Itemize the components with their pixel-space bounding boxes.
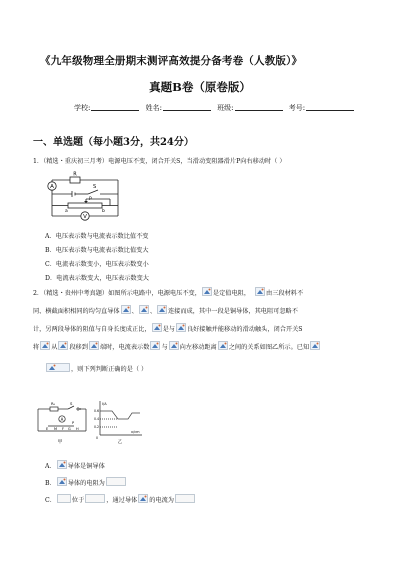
- section-heading: 一、单选题（每小题3分，共24分）: [33, 137, 194, 148]
- school-label: 学校:: [74, 104, 91, 112]
- formula-image-icon: [157, 305, 167, 314]
- formula-image-icon: [202, 287, 212, 296]
- question-2-line-4: 将 从 段移到 端时，电流表示数 与 向左移动距离 之间的关系如图乙所示。已知: [33, 341, 321, 356]
- formula-image-icon: [218, 341, 228, 350]
- slider-label: P: [89, 197, 92, 202]
- question-2-line-1: 2．（精选・贵州中考真题）如图所示电路中，电源电压不变， 是定值电阻， 由三段材料不: [33, 287, 303, 302]
- question-2-option-a[interactable]: A． 导体是铜导体: [45, 460, 105, 470]
- tick-0-4: 0.4: [94, 417, 100, 421]
- name-blank: [163, 110, 211, 111]
- class-blank: [235, 110, 283, 111]
- p-label: P: [72, 421, 75, 425]
- question-1-stem: 1．（精选・重庆初三月考）电源电压不变，闭合开关S，当滑动变阻器滑片P向右移动时（ ）: [33, 158, 286, 165]
- origin-label: 0: [96, 436, 99, 440]
- h-label: H: [76, 427, 79, 431]
- f-label: F: [62, 427, 65, 431]
- school-blank: [91, 110, 139, 111]
- formula-image-icon: [310, 341, 320, 350]
- question-2-line-2: 同、横截面积相同的均匀直导体 、 、 连接而成，其中一段是铜导体，其电阻可忽略不: [33, 305, 298, 320]
- ammeter-label-2: A: [60, 417, 64, 422]
- question-1-option-b[interactable]: B．电压表示数与电流表示数比值变大: [45, 247, 149, 254]
- formula-image-icon: [152, 323, 162, 332]
- m-label: M: [54, 427, 58, 431]
- formula-image-icon: [85, 494, 105, 503]
- switch-label: S: [93, 184, 97, 190]
- question-1-option-c[interactable]: C．电流表示数变小，电压表示数变小: [45, 261, 149, 268]
- formula-image-icon: [106, 477, 126, 486]
- formula-image-icon: [89, 341, 99, 350]
- end-a-label: a: [65, 209, 68, 214]
- tick-0-2: 0.2: [94, 425, 100, 429]
- formula-image-icon: [150, 341, 160, 350]
- end-b-label: b: [102, 209, 105, 214]
- question-2-line-3: 计，另两段导体的阻值与自身长度成正比， 是与 良好接触并能移动的滑动触头，闭合开关S: [33, 323, 303, 338]
- figure-jia-label: 甲: [57, 440, 63, 445]
- resistor-label: R: [73, 171, 77, 178]
- formula-image-icon: [139, 305, 149, 314]
- formula-image-icon: [138, 494, 148, 503]
- question-2-line-5: ，则下列判断正确的是（ ）: [45, 363, 147, 373]
- ammeter-label: A: [50, 184, 54, 190]
- tick-0-6: 0.6: [94, 409, 100, 413]
- exam-number-label: 考号:: [288, 104, 306, 112]
- e-label: E: [46, 427, 49, 431]
- r0-label: R₀: [51, 401, 56, 406]
- question-1-circuit-diagram: [44, 170, 130, 226]
- formula-image-icon: [169, 341, 179, 350]
- formula-image-icon: [57, 494, 71, 503]
- voltmeter-label: V: [83, 214, 87, 220]
- g-label: G: [68, 427, 71, 431]
- formula-image-icon: [175, 494, 195, 503]
- axis-i-label: I/A: [102, 402, 107, 406]
- figure-yi-label: 乙: [117, 440, 123, 445]
- document-title: 《九年级物理全册期末测评高效提分备考卷（人教版）》: [40, 55, 303, 67]
- formula-image-icon: [46, 363, 70, 372]
- formula-image-icon: [40, 341, 50, 350]
- formula-image-icon: [121, 305, 131, 314]
- question-1-option-d[interactable]: D．电流表示数变大，电压表示数变大: [45, 275, 149, 282]
- formula-image-icon: [58, 341, 68, 350]
- formula-image-icon: [57, 477, 67, 486]
- question-2-circuit-diagram: [34, 399, 146, 449]
- question-2-option-b[interactable]: B． 导体的电阻为: [45, 477, 127, 487]
- s-label: S: [70, 401, 73, 406]
- formula-image-icon: [57, 460, 67, 469]
- document-subtitle: 真题B卷（原卷版）: [149, 80, 251, 94]
- question-2-option-c[interactable]: C． 位于 ，通过导体 的电流为: [45, 494, 196, 504]
- axis-x-label: x/cm: [131, 430, 140, 434]
- student-info-line: [74, 103, 374, 113]
- exam-number-blank: [306, 110, 354, 111]
- class-label: 班级:: [217, 104, 234, 112]
- question-1-option-a[interactable]: A．电压表示数与电流表示数比值不变: [45, 233, 149, 240]
- name-label: 姓名:: [145, 104, 162, 112]
- formula-image-icon: [255, 287, 265, 296]
- formula-image-icon: [176, 323, 186, 332]
